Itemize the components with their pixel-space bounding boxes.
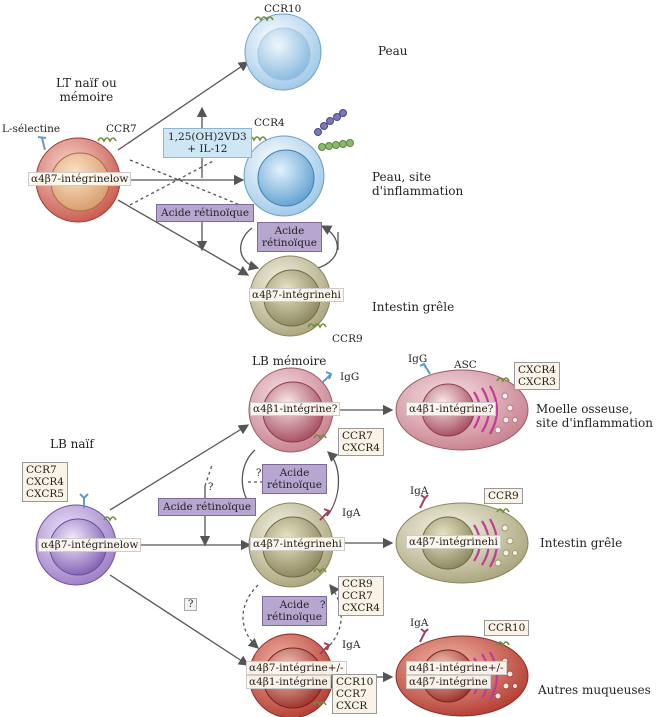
mem2-receptor: CCR7 <box>342 590 373 602</box>
asc2-receptor: CCR9 <box>484 488 523 504</box>
dest-inflamed-skin: Peau, site d'inflammation <box>372 170 464 198</box>
question-mark-2: ? <box>256 468 262 479</box>
dest-skin: Peau <box>378 44 408 58</box>
mem1-receptors <box>338 428 384 456</box>
question-mark-3: ? <box>184 598 197 611</box>
skin-cell <box>245 14 321 90</box>
ccr7-receptor-top <box>98 138 116 141</box>
lt-cell-label: LT naïf ou mémoire <box>56 76 117 104</box>
igg-label: IgG <box>340 371 360 383</box>
dest-bone-marrow: Moelle osseuse, site d'inflammation <box>536 402 653 430</box>
asc1-receptor: CXCR4 <box>518 364 556 376</box>
lselectin-receptor <box>38 137 46 150</box>
iga-asc-gut-label: IgA <box>410 485 429 497</box>
dest-gut-top: Intestin grêle <box>372 300 455 314</box>
asc1-receptor: CXCR3 <box>518 376 556 388</box>
retinoic-acid-box-mid: Acide rétinoïque <box>262 464 327 494</box>
iga-asc-mucosa-label: IgA <box>410 617 429 629</box>
iga-receptor <box>320 509 329 520</box>
dest-gut-bottom: Intestin grêle <box>540 536 623 550</box>
naive-b-integrin: α4β7-intégrinelow <box>38 538 141 552</box>
asc1-integrin: α4β1-intégrine? <box>406 402 496 416</box>
naive-b-label: LB naïf <box>50 437 94 451</box>
mem1-receptor: CCR7 <box>342 430 373 442</box>
retinoic-acid-box-left: Acide rétinoïque <box>158 498 256 516</box>
lselectin-label: L-sélectine <box>2 123 61 135</box>
mem2-receptor: CCR9 <box>342 578 373 590</box>
asc3-integrin-b: α4β7-intégrine <box>406 675 491 689</box>
mem3-integrin-b: α4β1-intégrine <box>246 675 331 689</box>
vitd-il12-box: 1,25(OH)2VD3 + IL-12 <box>163 128 252 158</box>
memory-b-label: LB mémoire <box>252 354 327 368</box>
mem3-receptor: CCR7 <box>336 688 367 700</box>
mem3-integrin-a: α4β7-intégrine+/- <box>246 661 347 675</box>
chemokine-beads <box>315 110 354 151</box>
question-mark-4: ? <box>320 600 326 611</box>
asc3-integrin-a: α4β1-intégrine+/- <box>406 661 507 675</box>
mem3-receptors <box>332 674 377 714</box>
mem1-receptor: CXCR4 <box>342 442 380 454</box>
asc2-integrin: α4β7-intégrinehi <box>406 535 501 549</box>
igg-asc-label: IgG <box>408 353 428 365</box>
ccr9-label-top: CCR9 <box>332 333 363 345</box>
retinoic-acid-loop-top: Acide rétinoïque <box>257 222 322 252</box>
naive-t-integrin: α4β7-intégrinelow <box>28 172 131 186</box>
naive-b-receptor: CXCR4 <box>26 476 64 488</box>
dest-mucosa: Autres muqueuses <box>538 683 651 697</box>
retinoic-acid-box-top: Acide rétinoïque <box>156 204 254 222</box>
ccr7-label-top: CCR7 <box>106 123 137 135</box>
naive-b-receptor: CCR7 <box>26 464 57 476</box>
question-mark-1: ? <box>208 482 214 493</box>
retinoic-acid-box-low: Acide rétinoïque <box>262 596 327 626</box>
gut-t-integrin: α4β7-intégrinehi <box>249 288 344 302</box>
mem1-integrin: α4β1-intégrine? <box>250 402 340 416</box>
asc3-receptor: CCR10 <box>484 620 529 636</box>
naive-b-receptor: CXCR5 <box>26 488 64 500</box>
ccr4-label: CCR4 <box>254 117 285 129</box>
iga-label-3: IgA <box>342 639 361 651</box>
naive-b-receptors <box>22 462 68 502</box>
iga-asc-mucosa <box>420 629 428 642</box>
iga-label-2: IgA <box>342 507 361 519</box>
asc1-receptors <box>514 362 560 390</box>
asc-label: ASC <box>454 359 477 371</box>
mem3-receptor: CCR10 <box>336 676 374 688</box>
ccr10-label-top: CCR10 <box>264 3 302 15</box>
mem3-receptor: CXCR <box>336 700 368 712</box>
mem2-receptor: CXCR4 <box>342 602 380 614</box>
mem2-integrin: α4β7-intégrinehi <box>250 537 345 551</box>
mem2-receptors <box>338 576 384 616</box>
igg-receptor <box>322 372 331 383</box>
